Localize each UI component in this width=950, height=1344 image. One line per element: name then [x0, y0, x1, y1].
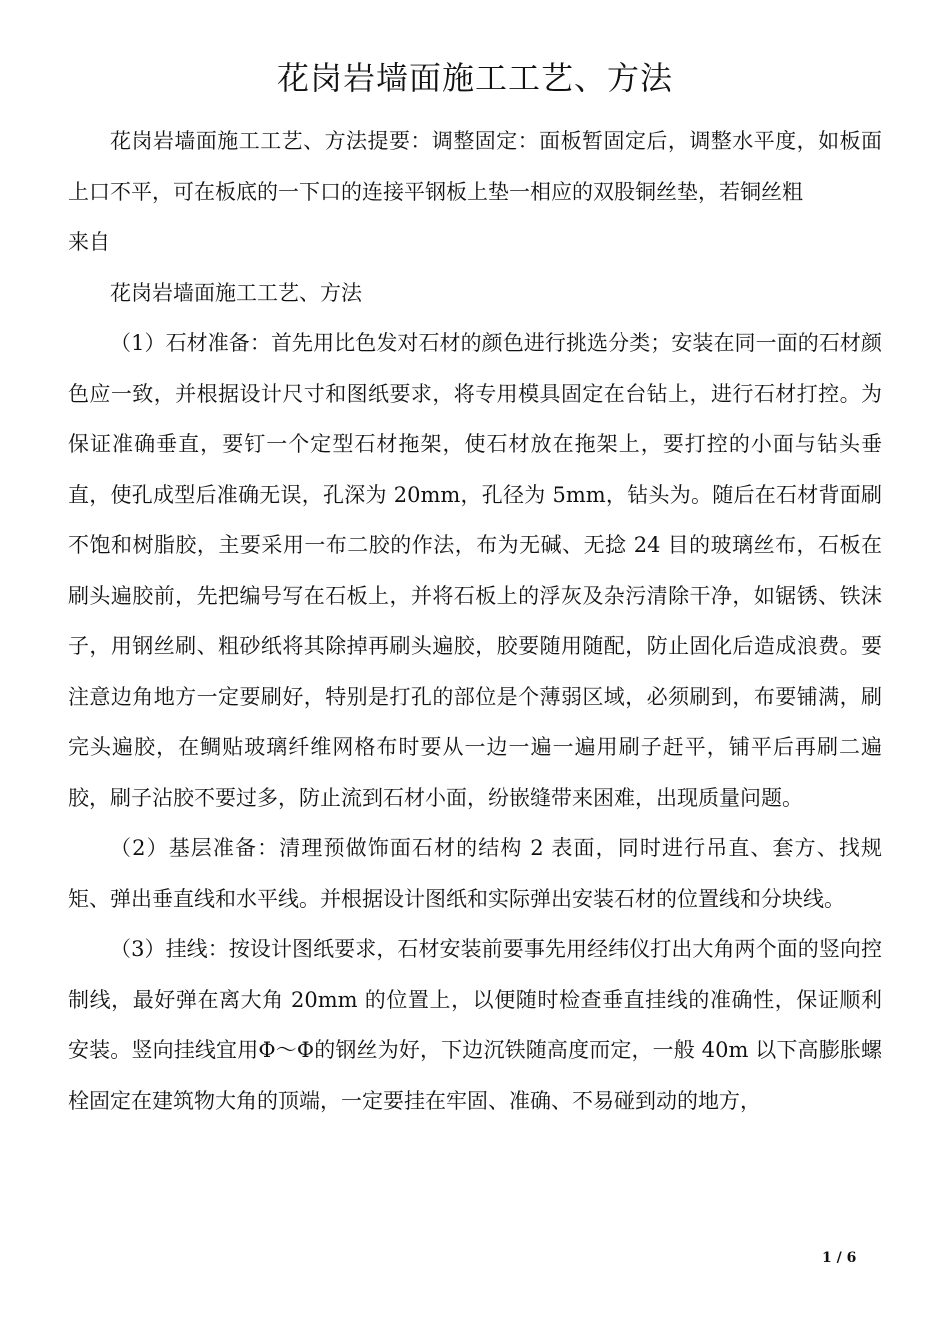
document-body: [68, 116, 882, 1126]
document-title: 花岗岩墙面施工工艺、方法: [276, 59, 673, 97]
section-heading: 花岗岩墙面施工工艺、方法: [110, 280, 362, 305]
summary-paragraph: 花岗岩墙面施工工艺、方法提要：调整固定：面板暂固定后，调整水平度，如板面上口不平，可在板底的一下口的连接平钢板上垫一相应的双股铜丝垫，若铜丝粗: [68, 129, 882, 204]
base-preparation-paragraph: （2）基层准备：清理预做饰面石材的结构 2 表面，同时进行吊直、套方、找规矩、弹出垂直线和水平线。并根据设计图纸和实际弹出安装石材的位置线和分块线。: [68, 836, 882, 911]
stone-preparation-paragraph: （1）石材准备：首先用比色发对石材的颜色进行挑选分类；安装在同一面的石材颜色应一致，并根据设计尺寸和图纸要求，将专用模具固定在台钻上，进行石材打控。为保证准确垂直，要钉一个定型石材拖架，使石材放在拖架上，要打控的小面与钻头垂直，使孔成型后准确无误，孔深为 20mm，孔径为 5mm，钻头为。随后在石材背面刷不饱和树脂胶，主要采用一布二胶的作法，布为无碱、无捻 24 目的玻璃丝布，石板在刷头遍胶前，先把编号写在石板上，并将石板上的浮灰及杂污清除干净，如锯锈、铁沫子，用钢丝刷、粗砂纸将其除掉再刷头遍胶，胶要随用随配，防止固化后造成浪费。要注意边角地方一定要刷好，特别是打孔的部位是个薄弱区域，必须刷到，布要铺满，刷完头遍胶，在鲷贴玻璃纤维网格布时要从一边一遍一遍用刷子赶平，铺平后再刷二遍胶，刷子沾胶不要过多，防止流到石材小面，纷嵌缝带来困难，出现质量问题。: [68, 331, 882, 810]
source-label: 来自: [68, 230, 110, 254]
hanging-line-paragraph: （3）挂线：按设计图纸要求，石材安装前要事先用经纬仪打出大角两个面的竖向控制线，最好弹在离大角 20mm 的位置上，以便随时检查垂直挂线的准确性，保证顺利安装。竖向挂线宜用Φ～Φ的钢丝为好，下边沉铁随高度而定，一般 40m 以下高膨胀螺栓固定在建筑物大角的顶端，一定要挂在牢固、准确、不易碰到动的地方，: [68, 937, 882, 1113]
page-number: 1 / 6: [822, 1250, 857, 1266]
